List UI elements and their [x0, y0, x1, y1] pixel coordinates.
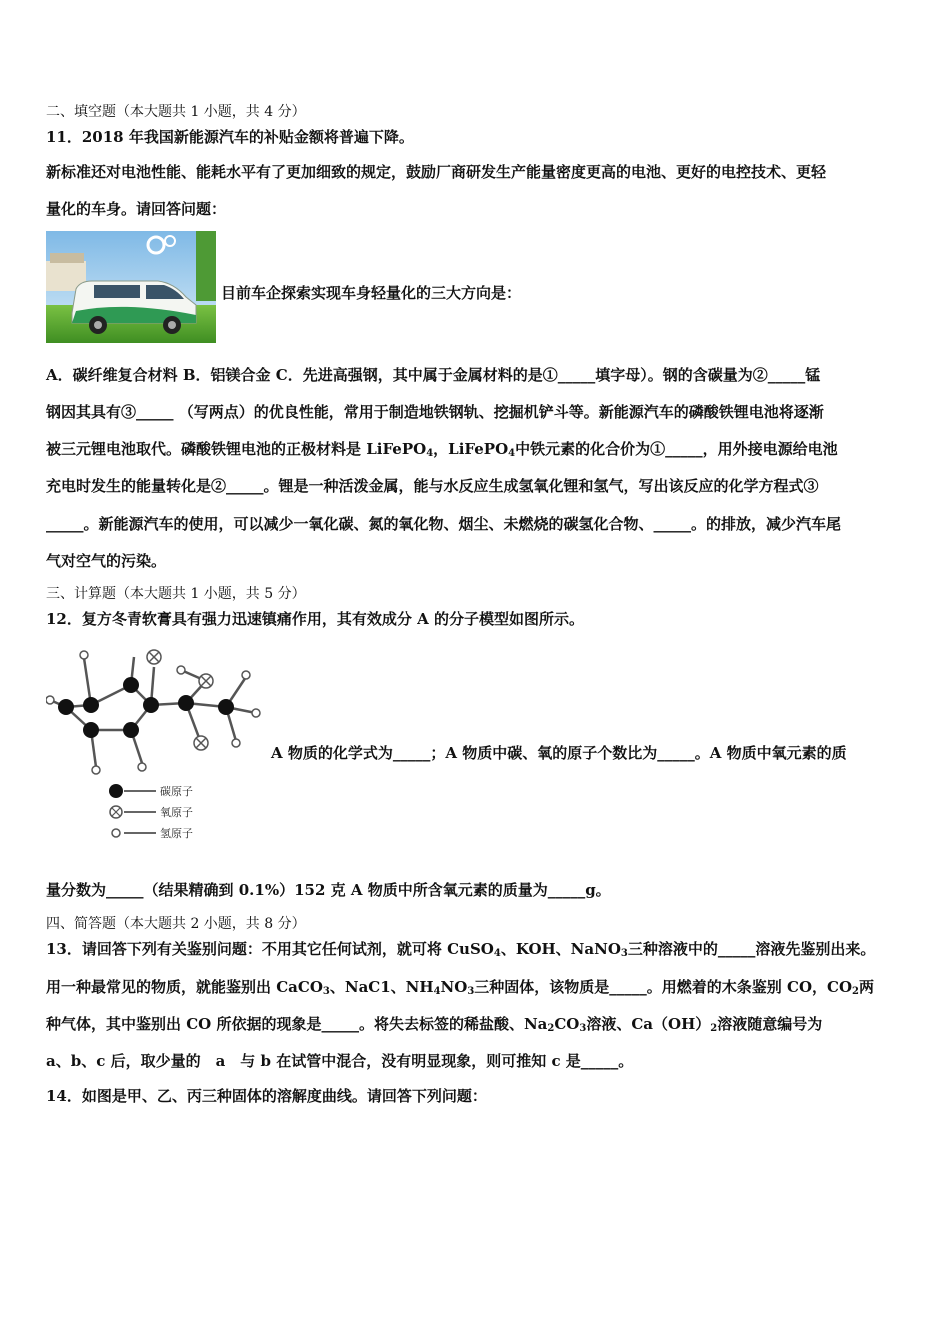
q14-line1: 14．如图是甲、乙、丙三种固体的溶解度曲线。请回答下列问题：	[46, 1087, 487, 1105]
q11-line7: 被三元锂电池取代。磷酸铁锂电池的正极材料是 LiFePO$_4$，LiFePO$_4$中铁元素的化合价为①_____，用外接电源给电池	[46, 440, 838, 459]
q11-line9: _____。新能源汽车的使用，可以减少一氧化碳、氮的氧化物、烟尘、未燃烧的碳氢化合物、_____。的排放，减少汽车尾	[46, 515, 842, 533]
section2-heading: 二、填空题（本大题共 1 小题，共 4 分）	[46, 104, 306, 120]
q12-line2: A 物质的化学式为_____；A 物质中碳、氧的原子个数比为_____。A 物质中氧元素的质	[271, 744, 847, 762]
q12-line1: 12．复方冬青软膏具有强力迅速镇痛作用，其有效成分 A 的分子模型如图所示。	[46, 610, 584, 628]
q11-line4: 目前车企探索实现车身轻量化的三大方向是：	[221, 284, 522, 302]
section3-heading: 三、计算题（本大题共 1 小题，共 5 分）	[46, 586, 306, 602]
q11-line8: 充电时发生的能量转化是②_____。锂是一种活泼金属，能与水反应生成氢氧化锂和氢气，写出该反应的化学方程式③	[46, 477, 819, 495]
q11-line10: 气对空气的污染。	[46, 552, 167, 570]
legend-carbon: 碳原子	[160, 785, 193, 798]
q13-line2: 用一种最常见的物质，就能鉴别出 CaCO$_3$、NaC1、$NH_4NO_3$三种固体，该物质是_____。用燃着的木条鉴别 CO，$CO_2$两	[46, 978, 874, 997]
q11-line2: 新标准还对电池性能、能耗水平有了更加细致的规定，鼓励厂商研发生产能量密度更高的电池、更好的电控技术、更轻	[46, 163, 827, 181]
legend-oxygen: 氧原子	[160, 806, 193, 819]
section4-heading: 四、简答题（本大题共 2 小题，共 8 分）	[46, 916, 306, 932]
q13-line1: 13．请回答下列有关鉴别问题：不用其它任何试剂，就可将 CuSO$_4$、KOH、NaNO$_3$三种溶液中的_____溶液先鉴别出来。	[46, 940, 876, 959]
electric-van-image	[46, 231, 216, 343]
legend-hydrogen: 氢原子	[160, 827, 193, 840]
q11-line6: 钢因其具有③_____ （写两点）的优良性能，常用于制造地铁钢轨、挖掘机铲斗等。新能源汽车的磷酸铁锂电池将逐渐	[46, 403, 824, 421]
q11-line3: 量化的车身。请回答问题：	[46, 200, 227, 218]
q13-line4: a、b、c 后，取少量的 a 与 b 在试管中混合，没有明显现象，则可推知 c 是_____。	[46, 1052, 634, 1070]
q12-line3: 量分数为_____（结果精确到 0.1%）152 克 A 物质中所含氧元素的质量为_____g。	[46, 881, 611, 899]
q11-line1: 11．2018 年我国新能源汽车的补贴金额将普遍下降。	[46, 128, 414, 146]
molecule-model-diagram	[46, 645, 268, 845]
q11-line5: A．碳纤维复合材料 B．铝镁合金 C．先进高强钢，其中属于金属材料的是①_____填字母）。钢的含碳量为②_____锰	[46, 366, 821, 384]
q13-line3: 种气体，其中鉴别出 CO 所依据的现象是_____。将失去标签的稀盐酸、$Na_2CO_3$溶液、$Ca(OH)_2$溶液随意编号为	[46, 1015, 823, 1034]
